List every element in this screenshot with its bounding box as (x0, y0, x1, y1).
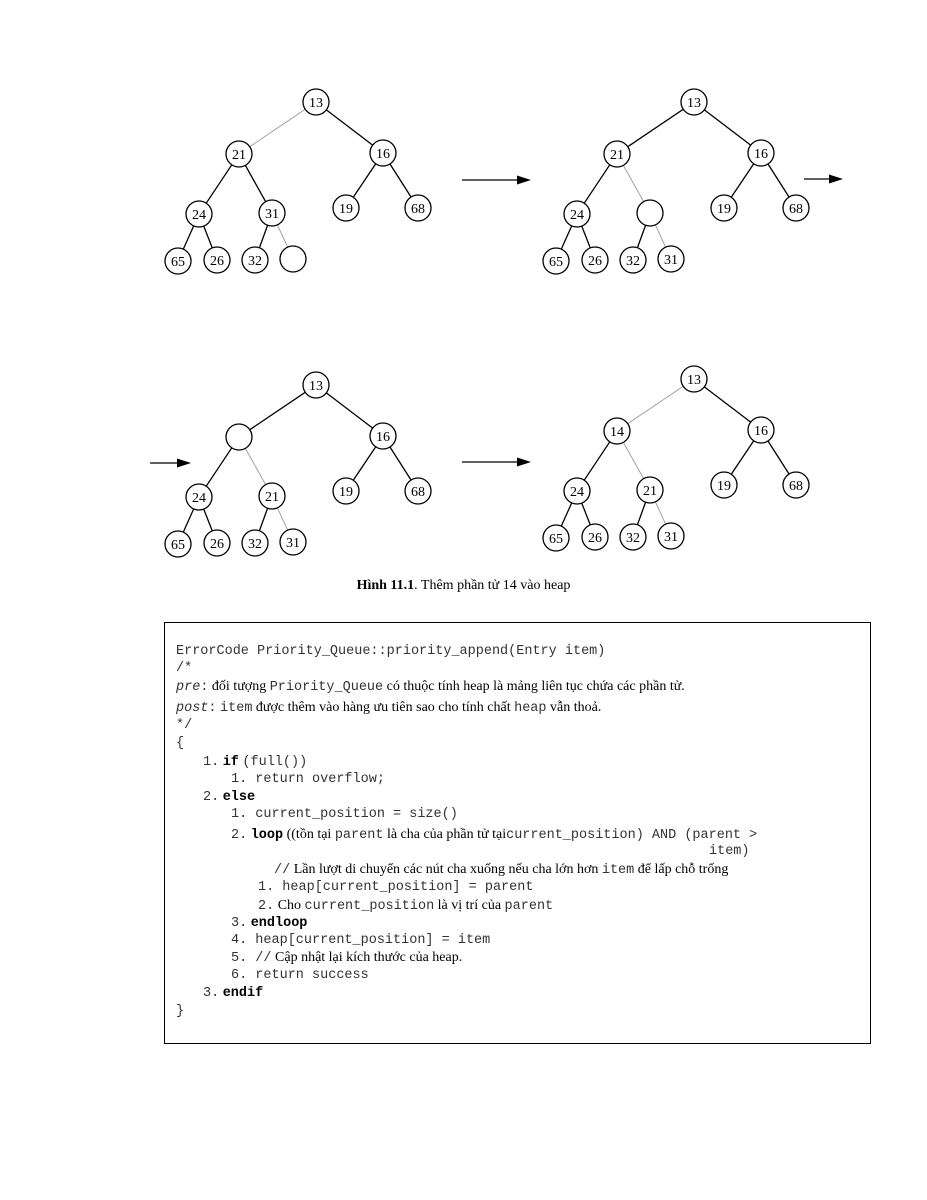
heap-node-key: 65 (171, 538, 185, 553)
arrow-right-icon (150, 459, 191, 468)
heap-node-key: 16 (754, 424, 768, 439)
heap-node-key: 13 (687, 96, 701, 111)
step-return-success: 6. return success (231, 968, 369, 983)
heap-node-key: 21 (610, 148, 624, 163)
tree-edge (628, 386, 683, 423)
tree-edge (655, 225, 665, 247)
heap-node-key: 13 (687, 373, 701, 388)
step-return-overflow: 1. return overflow; (231, 772, 385, 787)
tree-edge (623, 165, 643, 201)
heap-insertion-figure (0, 0, 927, 580)
tree-edge (704, 110, 750, 145)
heap-node-key: 24 (192, 491, 206, 506)
tree-edge (326, 393, 372, 428)
heap-node-key: 19 (339, 485, 353, 500)
tree-edge (768, 164, 789, 197)
tree-edge (250, 109, 305, 146)
heap-node-key: 14 (610, 425, 624, 440)
tree-edge (277, 225, 287, 247)
heap-node-key: 21 (265, 490, 279, 505)
heap-node-key: 19 (717, 479, 731, 494)
heap-node-key: 21 (232, 148, 246, 163)
step-assign-item: 4. heap[current_position] = item (231, 933, 491, 948)
tree-edge (561, 503, 571, 526)
step-loop-continued: item) (709, 844, 750, 859)
precondition: pre: đối tượng Priority_Queue có thuộc tính heap là mảng liên tục chứa các phần tử. (176, 679, 685, 695)
heap-node-key: 13 (309, 96, 323, 111)
tree-edge (326, 110, 372, 145)
empty-heap-slot (637, 200, 663, 226)
tree-edge (561, 226, 571, 249)
caption-text: . Thêm phần tử 14 vào heap (414, 578, 571, 593)
heap-node-key: 32 (248, 537, 262, 552)
tree-edge (250, 392, 305, 429)
heap-node-key: 24 (192, 208, 206, 223)
heap-node-key: 65 (549, 255, 563, 270)
heap-node-key: 31 (286, 536, 300, 551)
heap-node-key: 32 (248, 254, 262, 269)
comment-close: */ (176, 718, 193, 733)
tree-edge (206, 448, 232, 486)
heap-node-key: 19 (717, 202, 731, 217)
algorithm-box (164, 622, 871, 1044)
tree-edge (704, 387, 750, 422)
tree-edge (584, 442, 610, 480)
arrow-right-icon (804, 175, 843, 184)
heap-node-key: 26 (210, 254, 224, 269)
heap-node-key: 31 (265, 207, 279, 222)
function-signature: ErrorCode Priority_Queue::priority_append(Entry item) (176, 644, 606, 659)
heap-node-key: 32 (626, 531, 640, 546)
brace-close: } (176, 1004, 185, 1019)
heap-node-key: 68 (789, 202, 803, 217)
tree-step-1 (165, 89, 431, 274)
tree-edge (206, 165, 232, 203)
tree-edge (259, 225, 267, 248)
tree-edge (731, 441, 753, 474)
arrow-right-icon (462, 458, 531, 467)
tree-edge (353, 447, 375, 480)
step-if: 1. if (full()) (203, 755, 308, 770)
tree-edge (353, 164, 375, 197)
heap-node-key: 16 (376, 430, 390, 445)
tree-edge (768, 441, 789, 474)
heap-node-key: 26 (210, 537, 224, 552)
heap-node-key: 65 (549, 532, 563, 547)
heap-node-key: 24 (570, 485, 584, 500)
tree-edge (623, 442, 643, 478)
tree-edge (628, 109, 683, 146)
caption-label: Hình 11.1 (356, 578, 415, 593)
tree-edge (183, 226, 193, 249)
heap-node-key: 31 (664, 530, 678, 545)
empty-heap-slot (280, 246, 306, 272)
step-endif: 3. endif (203, 986, 264, 1001)
step-move-parent: 1. heap[current_position] = parent (258, 880, 534, 895)
tree-edge (277, 508, 287, 530)
tree-edge (204, 226, 213, 248)
tree-edge (390, 447, 411, 480)
heap-node-key: 21 (643, 484, 657, 499)
heap-node-key: 65 (171, 255, 185, 270)
heap-node-key: 13 (309, 379, 323, 394)
tree-edge (259, 508, 267, 531)
tree-edge (731, 164, 753, 197)
postcondition: post: item được thêm vào hàng ưu tiên sao cho tính chất heap vẫn thoả. (176, 700, 602, 716)
heap-node-key: 32 (626, 254, 640, 269)
tree-edge (655, 502, 665, 524)
step-update-size: 5. // Cập nhật lại kích thước của heap. (231, 950, 463, 966)
heap-node-key: 26 (588, 254, 602, 269)
step-endloop: 3. endloop (231, 916, 308, 931)
tree-edge (245, 448, 265, 484)
tree-edge (245, 165, 265, 201)
loop-comment: // Lần lượt di chuyển các nút cha xuống nếu cha lớn hơn item để lấp chỗ trống (274, 862, 729, 878)
tree-edge (637, 225, 645, 248)
heap-node-key: 16 (754, 147, 768, 162)
tree-edge (584, 165, 610, 203)
brace-open: { (176, 736, 185, 751)
heap-node-key: 24 (570, 208, 584, 223)
tree-edge (390, 164, 411, 197)
tree-edge (637, 502, 645, 525)
step-set-position: 2. Cho current_position là vị trí của parent (258, 898, 554, 914)
tree-step-3 (165, 372, 431, 557)
tree-edge (582, 226, 591, 248)
heap-node-key: 19 (339, 202, 353, 217)
comment-open: /* (176, 661, 193, 676)
figure-caption (0, 578, 927, 594)
tree-edge (204, 509, 213, 531)
heap-node-key: 16 (376, 147, 390, 162)
heap-node-key: 31 (664, 253, 678, 268)
step-current-position: 1. current_position = size() (231, 807, 458, 822)
heap-node-key: 68 (411, 485, 425, 500)
arrow-right-icon (462, 176, 531, 185)
heap-node-key: 68 (411, 202, 425, 217)
step-else: 2. else (203, 790, 256, 805)
heap-node-key: 26 (588, 531, 602, 546)
step-loop: 2. loop ((tồn tại parent là cha của phần tử tạicurrent_position) AND (parent > (231, 827, 758, 843)
heap-node-key: 68 (789, 479, 803, 494)
tree-edge (582, 503, 591, 525)
tree-edge (183, 509, 193, 532)
tree-step-2 (543, 89, 809, 274)
empty-heap-slot (226, 424, 252, 450)
tree-step-4 (543, 366, 809, 551)
